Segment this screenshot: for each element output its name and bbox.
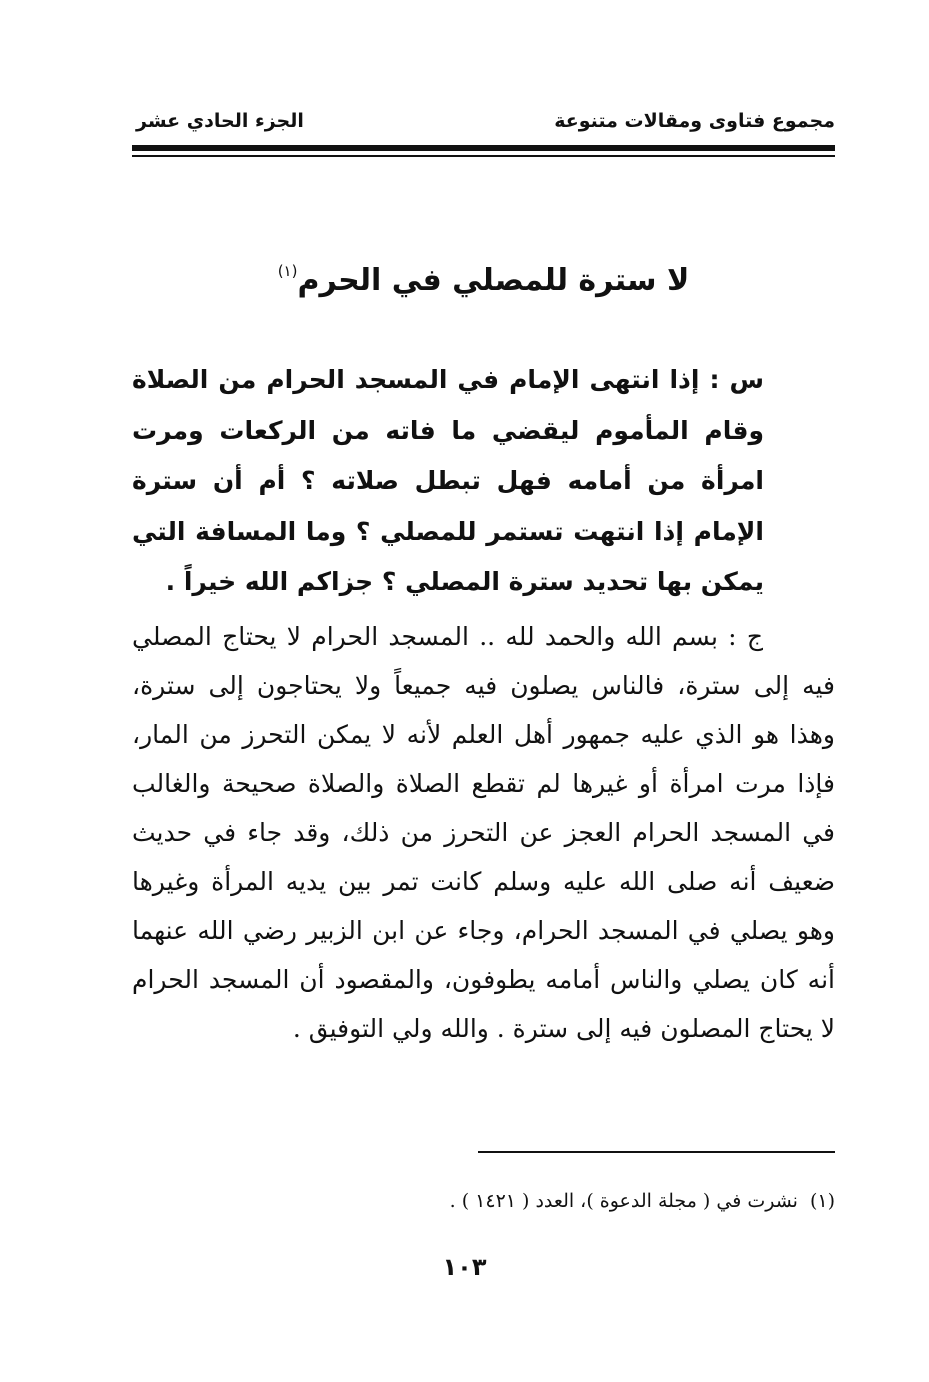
running-header xyxy=(132,110,835,142)
answer-paragraph xyxy=(132,612,835,1053)
article-title-text: لا سترة للمصلي في الحرم xyxy=(297,263,690,298)
header-rule-thin xyxy=(132,155,835,157)
footnote-number: (١) xyxy=(809,1190,835,1212)
page-number: ١٠٣ xyxy=(442,1253,487,1281)
question-paragraph: س : إذا انتهى الإمام في المسجد الحرام من الصلاة وقام المأموم ليقضي ما فاته من الركعات ومرت امرأة من أمامه فهل تبطل صلاته ؟ أم أن سترة الإمام إذا انتهت تستمر للمصلي ؟ وما المسافة التي يمكن بها تحديد سترة المصلي ؟ جزاكم الله خيراً . xyxy=(132,365,764,596)
title-footnote-ref: (١) xyxy=(277,262,298,280)
book-title: مجموع فتاوى ومقالات متنوعة xyxy=(554,110,835,132)
footnote-separator xyxy=(478,1151,835,1153)
article-title xyxy=(132,262,835,298)
header-rule-thick xyxy=(132,145,835,151)
answer-text: ج : بسم الله والحمد لله .. المسجد الحرام لا يحتاج المصلي فيه إلى سترة، فالناس يصلون فيه جميعاً ولا يحتاجون إلى سترة، وهذا هو الذي عليه جمهور أهل العلم لأنه لا يمكن التحرز من المار، فإذا مرت امرأة أو غيرها لم تقطع الصلاة والصلاة صحيحة والغالب في المسجد الحرام العجز عن التحرز من ذلك، وقد جاء في حديث ضعيف أنه صلى الله عليه وسلم كانت تمر بين يديه المرأة وغيرها وهو يصلي في المسجد الحرام، وجاء عن ابن الزبير رضي الله عنهما أنه كان يصلي والناس أمامه يطوفون، والمقصود أن المسجد الحرام لا يحتاج المصلون فيه إلى سترة . والله ولي التوفيق . xyxy=(132,622,835,1043)
footnote-text: نشرت في ( مجلة الدعوة )، العدد ( ١٤٢١ ) . xyxy=(449,1190,798,1212)
footnote xyxy=(450,1190,835,1212)
volume-label: الجزء الحادي عشر xyxy=(136,110,304,132)
